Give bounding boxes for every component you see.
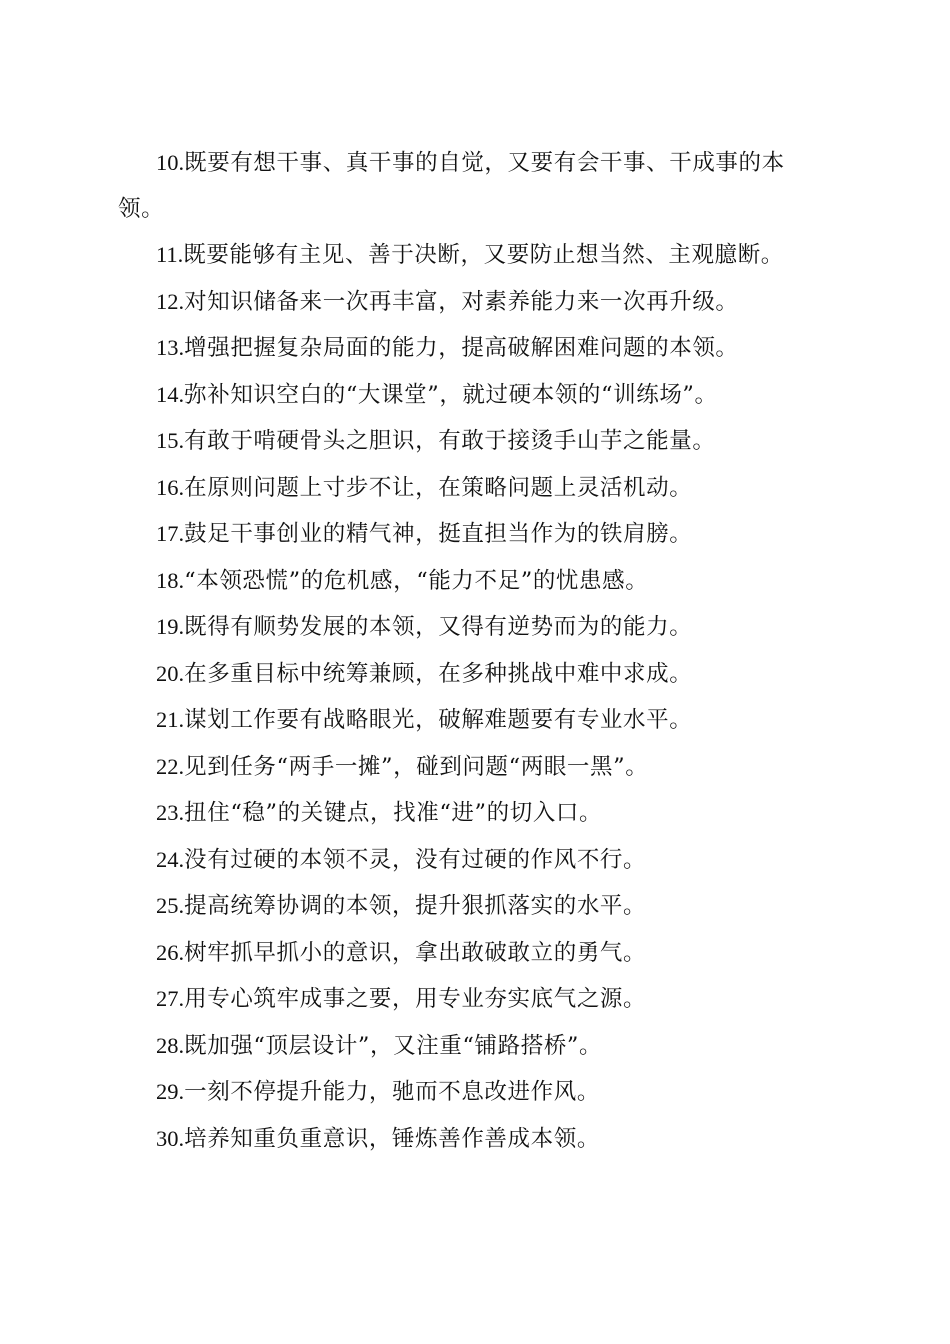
item-number: 19. <box>156 614 185 639</box>
list-item <box>118 465 828 512</box>
list-item <box>118 558 828 605</box>
list-item <box>118 279 828 326</box>
item-number: 21. <box>156 707 185 732</box>
item-number: 10. <box>156 150 185 175</box>
list-item <box>118 744 828 791</box>
list-item <box>118 651 828 698</box>
list-item <box>118 1069 828 1116</box>
item-number: 24. <box>156 846 185 872</box>
item-text: 培养知重负重意识，锤炼善作善成本领。 <box>184 1125 600 1152</box>
list-item <box>118 790 828 837</box>
list-item <box>118 697 828 744</box>
item-text: 用专心筑牢成事之要，用专业夯实底气之源。 <box>184 986 647 1012</box>
list-item <box>118 325 828 372</box>
item-number: 25. <box>156 893 185 918</box>
item-text: 既得有顺势发展的本领，又得有逆势而为的能力。 <box>184 614 693 640</box>
list-item <box>118 1116 828 1163</box>
item-number: 30. <box>156 1125 185 1151</box>
item-text: 扭住“稳”的关键点，找准“进”的切入口。 <box>184 800 603 826</box>
item-number: 16. <box>156 474 185 500</box>
item-number: 22. <box>156 753 185 779</box>
item-text: 增强把握复杂局面的能力，提高破解困难问题的本领。 <box>184 335 739 361</box>
list-item <box>118 372 828 419</box>
list-item <box>118 1023 828 1070</box>
item-number: 27. <box>156 986 185 1011</box>
list-item <box>118 930 828 977</box>
item-text: 有敢于啃硬骨头之胆识，有敢于接烫手山芋之能量。 <box>184 428 716 454</box>
numbered-list <box>118 140 828 1162</box>
item-number: 20. <box>156 660 185 686</box>
list-item <box>118 511 828 558</box>
item-text: 一刻不停提升能力，驰而不息改进作风。 <box>184 1079 600 1105</box>
item-text: 树牢抓早抓小的意识，拿出敢破敢立的勇气。 <box>184 939 647 966</box>
item-text: “本领恐慌”的危机感，“能力不足”的忧患感。 <box>184 567 649 594</box>
list-item <box>118 418 828 465</box>
item-number: 18. <box>156 567 185 593</box>
list-item <box>118 140 828 232</box>
item-text: 在多重目标中统筹兼顾，在多种挑战中难中求成。 <box>184 660 693 687</box>
item-number: 12. <box>156 288 185 314</box>
item-text: 对知识储备来一次再丰富，对素养能力来一次再升级。 <box>184 288 739 315</box>
item-text: 提高统筹协调的本领，提升狠抓落实的水平。 <box>184 893 647 919</box>
item-number: 28. <box>156 1032 185 1058</box>
item-number: 17. <box>156 521 185 546</box>
list-item <box>118 232 828 279</box>
item-text: 既要能够有主见、善于决断，又要防止想当然、主观臆断。 <box>183 242 784 268</box>
item-number: 11. <box>156 242 184 267</box>
item-number: 29. <box>156 1079 185 1104</box>
list-item <box>118 837 828 884</box>
item-number: 26. <box>156 939 185 965</box>
item-text: 既加强“顶层设计”，又注重“铺路搭桥”。 <box>184 1032 603 1059</box>
item-number: 23. <box>156 800 185 825</box>
item-number: 15. <box>156 428 185 453</box>
item-text: 没有过硬的本领不灵，没有过硬的作风不行。 <box>184 846 647 873</box>
item-text: 在原则问题上寸步不让，在策略问题上灵活机动。 <box>184 474 693 501</box>
item-text: 弥补知识空白的“大课堂”，就过硬本领的“训练场”。 <box>184 381 718 408</box>
item-text: 既要有想干事、真干事的自觉，又要有会干事、干成事的本领。 <box>118 150 785 222</box>
list-item <box>118 604 828 651</box>
list-item <box>118 976 828 1023</box>
item-number: 14. <box>156 381 185 407</box>
list-item <box>118 883 828 930</box>
item-text: 见到任务“两手一摊”，碰到问题“两眼一黑”。 <box>184 753 649 780</box>
item-number: 13. <box>156 335 185 360</box>
item-text: 鼓足干事创业的精气神，挺直担当作为的铁肩膀。 <box>184 521 693 547</box>
item-text: 谋划工作要有战略眼光，破解难题要有专业水平。 <box>184 707 693 733</box>
